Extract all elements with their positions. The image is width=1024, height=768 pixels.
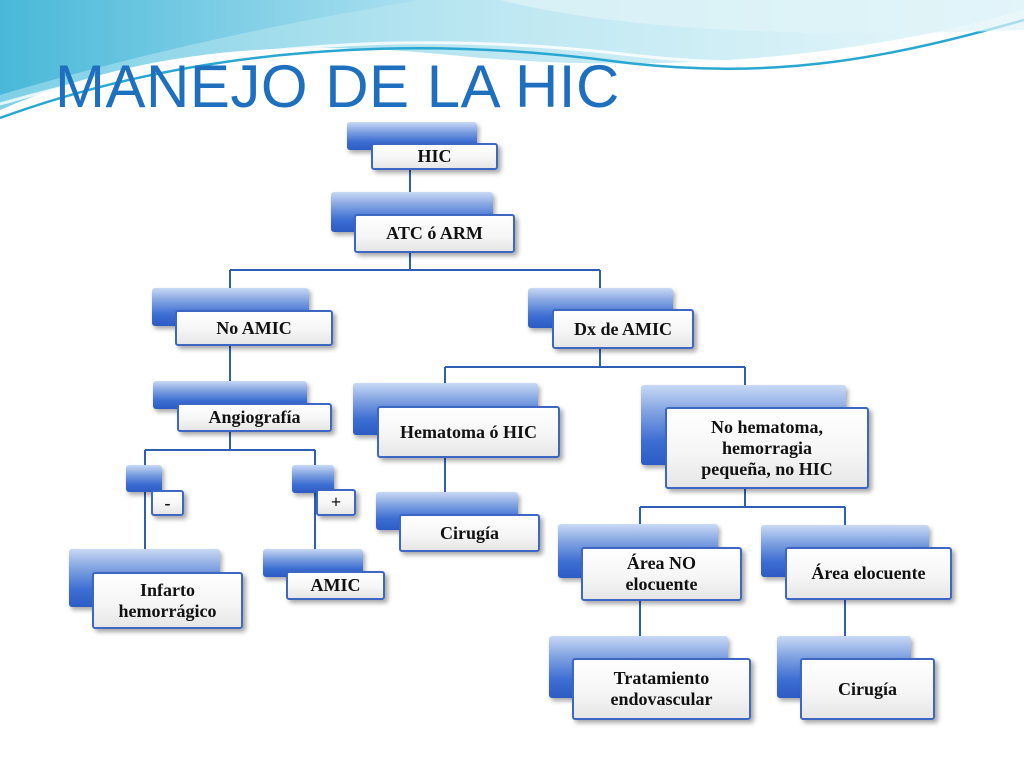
node-label-cirugia-2: Cirugía bbox=[837, 678, 897, 699]
node-label-area-no-elocuente: Área NO elocuente bbox=[625, 553, 698, 594]
node-box bbox=[581, 547, 742, 601]
node-label-angiografia: Angiografía bbox=[208, 407, 301, 427]
node-label-hematoma-hic: Hematoma ó HIC bbox=[400, 421, 537, 442]
node-box bbox=[286, 571, 385, 600]
node-box bbox=[572, 658, 751, 720]
node-label-no-hematoma: No hematoma, hemorragia pequeña, no HIC bbox=[701, 416, 833, 479]
node-box bbox=[92, 572, 243, 629]
node-box bbox=[800, 658, 935, 720]
node-label-plus: + bbox=[330, 492, 342, 512]
node-box bbox=[377, 406, 560, 458]
node-box bbox=[665, 407, 869, 489]
node-tab bbox=[126, 465, 162, 492]
node-label-atc-arm: ATC ó ARM bbox=[386, 223, 483, 243]
node-box bbox=[177, 403, 332, 432]
node-box bbox=[175, 310, 333, 346]
node-label-cirugia-1: Cirugía bbox=[439, 522, 499, 543]
node-box bbox=[785, 547, 952, 600]
node-label-hic: HIC bbox=[417, 146, 452, 166]
node-label-tratamiento-endovascular: Tratamiento endovascular bbox=[610, 668, 713, 709]
node-label-dx-amic: Dx de AMIC bbox=[574, 318, 672, 339]
node-box bbox=[316, 489, 356, 516]
node-box bbox=[371, 143, 498, 170]
node-label-amic: AMIC bbox=[310, 575, 361, 595]
node-label-area-elocuente: Área elocuente bbox=[811, 563, 926, 583]
node-box bbox=[354, 214, 515, 253]
node-label-infarto-hemorragico: Infarto hemorrágico bbox=[118, 579, 217, 621]
node-label-minus: - bbox=[164, 492, 171, 513]
slide-title: MANEJO DE LA HIC bbox=[55, 53, 620, 120]
node-box bbox=[399, 514, 540, 552]
node-box bbox=[151, 490, 184, 516]
node-label-no-amic: No AMIC bbox=[216, 317, 292, 338]
node-box bbox=[552, 309, 694, 349]
